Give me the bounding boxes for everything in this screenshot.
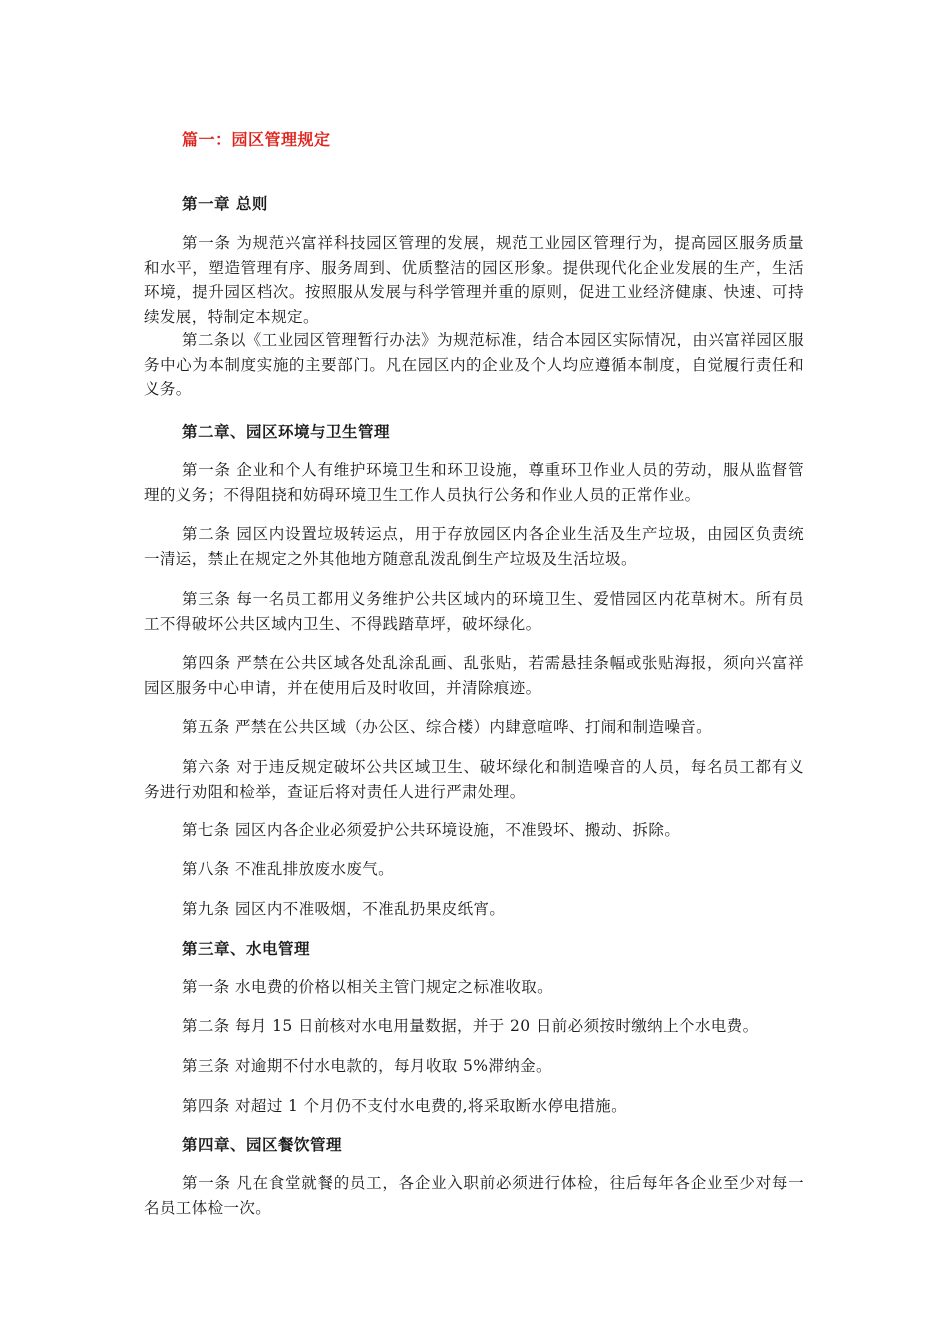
chapter-2-article-7: 第七条 园区内各企业必须爱护公共环境设施，不准毁坏、搬动、拆除。	[182, 821, 681, 839]
chapter-4-heading: 第四章、园区餐饮管理	[182, 1135, 343, 1154]
chapter-2-article-4: 第四条 严禁在公共区域各处乱涂乱画、乱张贴，若需悬挂条幅或张贴海报，须向兴富祥园区服务中心申请，并在使用后及时收回，并清除痕迹。	[144, 654, 804, 697]
chapter-1-heading: 第一章 总则	[182, 194, 268, 213]
chapter-2-article-1: 第一条 企业和个人有维护环境卫生和环卫设施，尊重环卫作业人员的劳动，服从监督管理的义务；不得阻挠和妨碍环境卫生工作人员执行公务和作业人员的正常作业。	[144, 461, 804, 504]
chapter-4-article-1: 第一条 凡在食堂就餐的员工，各企业入职前必须进行体检，往后每年各企业至少对每一名员工体检一次。	[144, 1174, 804, 1217]
document-title: 篇一：园区管理规定	[182, 130, 331, 149]
chapter-2-article-5: 第五条 严禁在公共区域（办公区、综合楼）内肆意喧哗、打闹和制造噪音。	[182, 718, 713, 736]
chapter-2-article-8: 第八条 不准乱排放废水废气。	[182, 860, 395, 878]
chapter-3-article-3: 第三条 对逾期不付水电款的，每月收取 5%滞纳金。	[182, 1057, 552, 1075]
chapter-2-article-3: 第三条 每一名员工都用义务维护公共区域内的环境卫生、爱惜园区内花草树木。所有员工不得破坏公共区域内卫生、不得践踏草坪，破坏绿化。	[144, 590, 804, 633]
chapter-1-article-2: 第二条以《工业园区管理暂行办法》为规范标准，结合本园区实际情况，由兴富祥园区服务中心为本制度实施的主要部门。凡在园区内的企业及个人均应遵循本制度，自觉履行责任和义务。	[144, 331, 804, 398]
chapter-3-article-1: 第一条 水电费的价格以相关主管门规定之标准收取。	[182, 978, 554, 996]
chapter-2-heading: 第二章、园区环境与卫生管理	[182, 422, 391, 441]
chapter-2-article-9: 第九条 园区内不准吸烟，不准乱扔果皮纸宵。	[182, 900, 506, 918]
chapter-2-article-2: 第二条 园区内设置垃圾转运点，用于存放园区内各企业生活及生产垃圾，由园区负责统一清运，禁止在规定之外其他地方随意乱泼乱倒生产垃圾及生活垃圾。	[144, 525, 804, 568]
chapter-3-article-2: 第二条 每月 15 日前核对水电用量数据，并于 20 日前必须按时缴纳上个水电费。	[182, 1017, 759, 1035]
chapter-3-article-4: 第四条 对超过 1 个月仍不支付水电费的,将采取断水停电措施。	[182, 1097, 627, 1115]
chapter-3-heading: 第三章、水电管理	[182, 939, 311, 958]
chapter-1-article-1: 第一条 为规范兴富祥科技园区管理的发展，规范工业园区管理行为，提高园区服务质量和水平，塑造管理有序、服务周到、优质整洁的园区形象。提供现代化企业发展的生产，生活环境，提升园区档次。按照服从发展与科学管理并重的原则，促进工业经济健康、快速、可持续发展，特制定本规定。	[144, 234, 804, 326]
chapter-2-article-6: 第六条 对于违反规定破坏公共区域卫生、破坏绿化和制造噪音的人员，每名员工都有义务进行劝阻和检举，查证后将对责任人进行严肃处理。	[144, 758, 804, 801]
